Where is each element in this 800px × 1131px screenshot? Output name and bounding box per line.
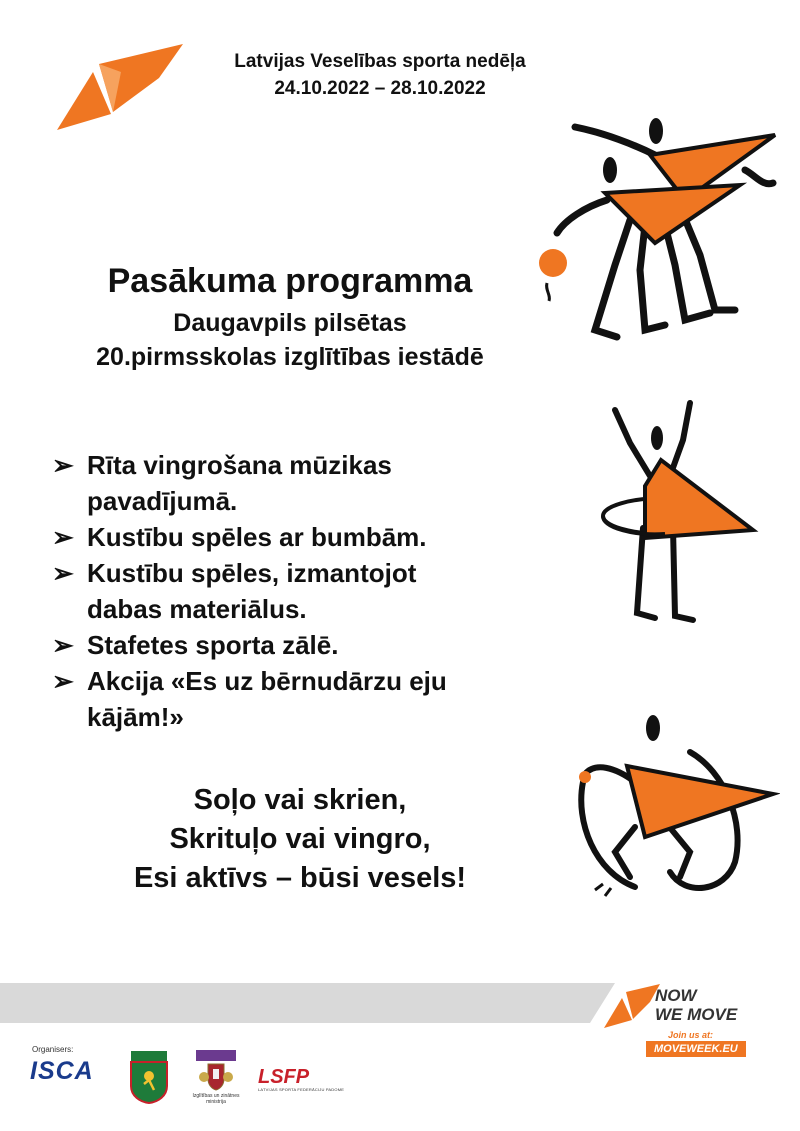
moveweek-logo-icon — [55, 42, 185, 134]
website-badge[interactable]: MOVEWEEK.EU — [646, 1041, 746, 1057]
motto-line: Esi aktīvs – būsi vesels! — [133, 862, 467, 894]
motto-line: Skrituļo vai vingro, — [169, 823, 431, 855]
list-item: ➢ Rīta vingrošana mūzikas pavadījumā. — [52, 447, 532, 519]
ministry-logo: Izglītības un zinātnes ministrija — [190, 1050, 242, 1105]
arrow-bullet-icon: ➢ — [52, 630, 74, 660]
motto-line: Soļo vai skrien, — [193, 784, 407, 816]
arrow-bullet-icon: ➢ — [52, 558, 74, 588]
program-title: Pasākuma programma — [107, 262, 473, 300]
campaign-logo-text: NOW WE MOVE — [655, 986, 738, 1024]
lsfp-logo: LSFP LATVIJAS SPORTA FEDERĀCIJU PADOME — [258, 1066, 345, 1092]
list-item: ➢ Akcija «Es uz bērnudārzu eju kājām!» — [52, 663, 532, 735]
event-dates: 24.10.2022 – 28.10.2022 — [274, 78, 486, 99]
join-text: Join us at: — [668, 1030, 714, 1040]
event-header — [190, 48, 570, 102]
latvia-coat-of-arms-icon — [190, 1061, 242, 1093]
activity-list — [52, 447, 532, 735]
jump-rope-figure-icon — [575, 712, 780, 902]
list-item: ➢ Stafetes sporta zālē. — [52, 627, 532, 663]
arrow-bullet-icon: ➢ — [52, 450, 74, 480]
lsa-shield-icon — [130, 1050, 168, 1104]
list-item: ➢ Kustību spēles, izmantojot dabas materiālus. — [52, 555, 532, 627]
hula-hoop-figure-icon — [595, 398, 760, 626]
basketball-figures-icon — [535, 115, 785, 345]
isca-logo: ISCA — [30, 1057, 94, 1085]
organisers-label: Organisers: — [32, 1045, 74, 1054]
program-subtitle-school: 20.pirmsskolas izglītības iestādē — [96, 343, 484, 371]
program-subtitle-city: Daugavpils pilsētas — [173, 309, 407, 337]
arrow-bullet-icon: ➢ — [52, 522, 74, 552]
arrow-bullet-icon: ➢ — [52, 666, 74, 696]
event-title: Latvijas Veselības sporta nedēļa — [234, 51, 526, 72]
moveweek-logo-icon — [604, 982, 660, 1030]
list-item: ➢ Kustību spēles ar bumbām. — [52, 519, 532, 555]
